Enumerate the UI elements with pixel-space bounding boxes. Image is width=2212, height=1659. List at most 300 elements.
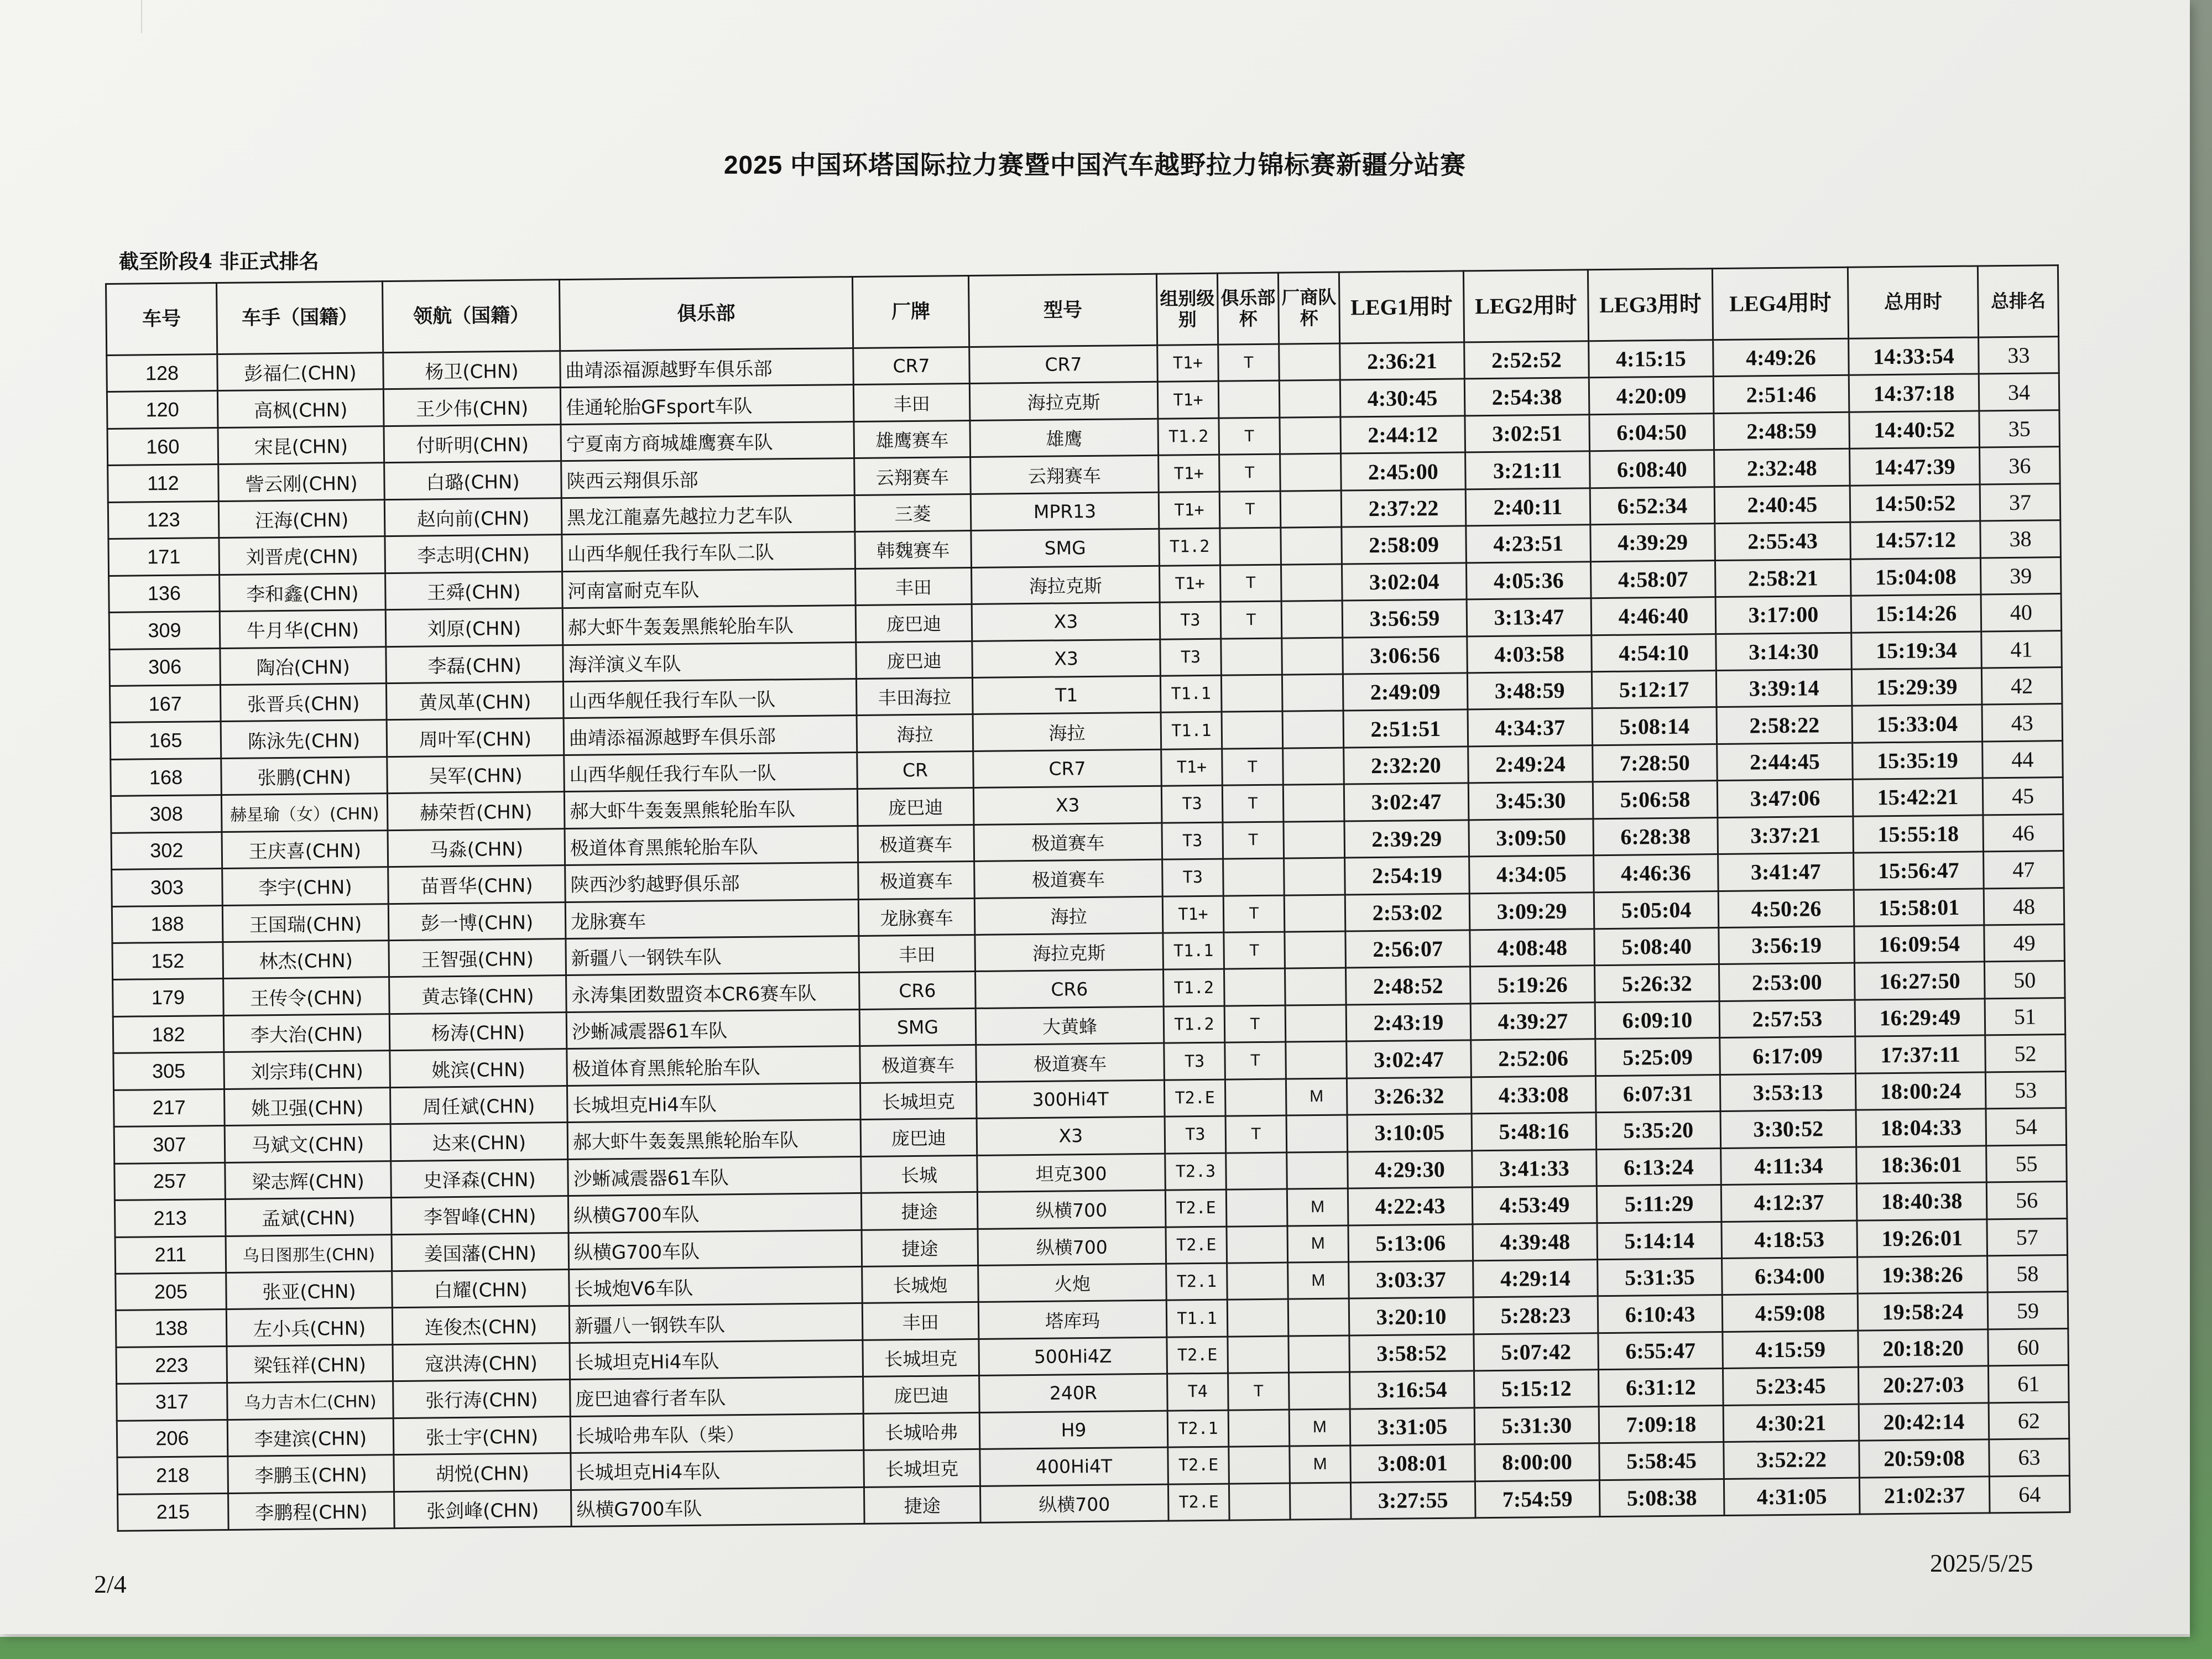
cell-club-cup: T bbox=[1224, 932, 1285, 969]
cell-total: 15:56:47 bbox=[1854, 852, 1984, 890]
cell-brand: 长城坦克 bbox=[860, 1082, 977, 1119]
cell-model: T1 bbox=[972, 676, 1161, 714]
cell-total: 20:59:08 bbox=[1859, 1439, 1990, 1478]
cell-leg4: 3:41:47 bbox=[1718, 853, 1854, 891]
cell-car-no: 123 bbox=[108, 501, 219, 539]
cell-brand: 雄鹰赛车 bbox=[854, 420, 971, 458]
cell-car-no: 317 bbox=[117, 1383, 228, 1421]
cell-model: 坦克300 bbox=[977, 1154, 1166, 1192]
cell-leg1: 3:16:54 bbox=[1350, 1371, 1475, 1409]
cell-rank: 41 bbox=[1981, 630, 2062, 668]
cell-total: 15:55:18 bbox=[1853, 815, 1984, 853]
cell-leg4: 2:53:00 bbox=[1719, 963, 1855, 1001]
cell-total: 15:33:04 bbox=[1852, 705, 1983, 743]
cell-leg2: 3:45:30 bbox=[1468, 782, 1593, 820]
cell-leg1: 2:51:51 bbox=[1343, 709, 1468, 748]
cell-car-no: 223 bbox=[116, 1346, 227, 1384]
cell-total: 15:04:08 bbox=[1850, 558, 1981, 596]
cell-brand: 韩魏赛车 bbox=[855, 531, 972, 568]
cell-club: 极道体育黑熊轮胎车队 bbox=[567, 1046, 860, 1086]
cell-model: 云翔赛车 bbox=[971, 456, 1159, 494]
cell-navigator: 寇洪涛(CHN) bbox=[393, 1343, 570, 1381]
cell-leg3: 6:07:31 bbox=[1595, 1074, 1720, 1113]
cell-navigator: 王舜(CHN) bbox=[385, 571, 563, 610]
cell-club-cup: T bbox=[1223, 822, 1284, 859]
cell-total: 18:40:38 bbox=[1856, 1182, 1987, 1220]
cell-leg4: 2:58:22 bbox=[1717, 706, 1853, 744]
cell-group: T1+ bbox=[1159, 492, 1220, 529]
cell-mfr-cup bbox=[1280, 453, 1342, 491]
cell-mfr-cup: M bbox=[1288, 1262, 1349, 1299]
cell-club-cup: T bbox=[1224, 1005, 1286, 1042]
cell-leg3: 5:35:20 bbox=[1596, 1112, 1721, 1150]
cell-club-cup bbox=[1224, 969, 1286, 1006]
cell-rank: 56 bbox=[1986, 1182, 2067, 1219]
cell-leg1: 2:32:20 bbox=[1344, 747, 1469, 785]
cell-navigator: 杨卫(CHN) bbox=[383, 351, 561, 390]
cell-car-no: 182 bbox=[113, 1015, 224, 1053]
cell-club: 极道体育黑熊轮胎车队 bbox=[565, 826, 858, 865]
cell-brand: 长城坦克 bbox=[863, 1339, 979, 1376]
cell-rank: 42 bbox=[1981, 667, 2062, 705]
cell-brand: 捷途 bbox=[864, 1486, 980, 1524]
header-rank: 总排名 bbox=[1978, 265, 2058, 337]
cell-group: T1.1 bbox=[1166, 1300, 1228, 1337]
cell-car-no: 215 bbox=[118, 1493, 229, 1531]
cell-leg3: 4:54:10 bbox=[1592, 634, 1717, 672]
cell-model: SMG bbox=[971, 529, 1160, 567]
cell-brand: 三菱 bbox=[854, 494, 971, 531]
cell-club: 沙蜥减震器61车队 bbox=[566, 1009, 860, 1049]
cell-club: 长城坦克Hi4车队 bbox=[570, 1340, 863, 1380]
cell-driver: 乌日图那生(CHN) bbox=[226, 1234, 392, 1272]
cell-mfr-cup bbox=[1284, 821, 1345, 858]
cell-driver: 李大治(CHN) bbox=[223, 1014, 390, 1052]
cell-driver: 乌力吉木仁(CHN) bbox=[227, 1381, 394, 1420]
cell-rank: 44 bbox=[1983, 740, 2063, 778]
cell-mfr-cup bbox=[1288, 1298, 1349, 1335]
cell-group: T3 bbox=[1162, 822, 1223, 859]
cell-rank: 57 bbox=[1987, 1218, 2068, 1256]
cell-club-cup bbox=[1225, 1079, 1286, 1116]
header-mfr-cup: 厂商队杯 bbox=[1278, 272, 1339, 344]
cell-leg2: 4:33:08 bbox=[1471, 1076, 1596, 1114]
cell-leg4: 4:49:26 bbox=[1713, 338, 1849, 377]
cell-model: 大黄蜂 bbox=[975, 1006, 1164, 1045]
cell-model: 240R bbox=[979, 1374, 1168, 1412]
cell-leg3: 5:31:35 bbox=[1598, 1258, 1723, 1296]
cell-mfr-cup bbox=[1283, 784, 1344, 821]
cell-mfr-cup bbox=[1285, 968, 1346, 1005]
cell-leg2: 5:28:23 bbox=[1473, 1296, 1598, 1334]
document-title: 2025 中国环塔国际拉力赛暨中国汽车越野拉力锦标赛新疆分站赛 bbox=[723, 150, 1467, 179]
cell-group: T1.1 bbox=[1163, 932, 1224, 969]
cell-leg1: 5:13:06 bbox=[1348, 1224, 1473, 1262]
cell-leg3: 4:46:40 bbox=[1591, 597, 1716, 635]
cell-brand: 长城坦克 bbox=[864, 1449, 980, 1487]
cell-total: 19:26:01 bbox=[1857, 1219, 1987, 1257]
cell-total: 14:40:52 bbox=[1849, 411, 1980, 449]
cell-leg2: 2:40:11 bbox=[1465, 488, 1590, 526]
cell-leg4: 4:15:59 bbox=[1723, 1331, 1859, 1369]
cell-brand: CR6 bbox=[859, 972, 976, 1009]
cell-leg3: 5:14:14 bbox=[1597, 1222, 1722, 1260]
cell-brand: 长城哈弗 bbox=[863, 1412, 980, 1450]
cell-leg1: 3:10:05 bbox=[1347, 1114, 1472, 1152]
cell-leg4: 2:57:53 bbox=[1719, 1000, 1855, 1038]
cell-leg1: 2:49:09 bbox=[1343, 673, 1468, 711]
cell-leg4: 4:11:34 bbox=[1721, 1147, 1857, 1185]
cell-club-cup bbox=[1226, 1152, 1287, 1190]
header-driver: 车手（国籍） bbox=[217, 281, 383, 354]
cell-model: 极道赛车 bbox=[974, 859, 1163, 898]
cell-leg3: 5:06:58 bbox=[1593, 781, 1718, 819]
cell-driver: 陈泳先(CHN) bbox=[221, 720, 387, 758]
cell-total: 14:57:12 bbox=[1850, 521, 1981, 559]
cell-leg3: 6:08:40 bbox=[1590, 450, 1715, 488]
cell-navigator: 付昕明(CHN) bbox=[384, 424, 561, 463]
cell-club: 长城哈弗车队（柴） bbox=[570, 1413, 864, 1453]
cell-navigator: 周叶军(CHN) bbox=[387, 718, 564, 757]
cell-leg3: 6:10:43 bbox=[1598, 1295, 1723, 1333]
cell-car-no: 128 bbox=[107, 354, 218, 392]
cell-rank: 34 bbox=[1979, 373, 2059, 411]
cell-club: 长城坦克Hi4车队 bbox=[567, 1083, 860, 1123]
print-date: 2025/5/25 bbox=[1930, 1549, 2033, 1577]
cell-leg1: 2:48:52 bbox=[1345, 967, 1470, 1005]
cell-leg1: 3:58:52 bbox=[1349, 1334, 1474, 1373]
cell-group: T1+ bbox=[1159, 455, 1220, 492]
cell-rank: 49 bbox=[1984, 925, 2065, 962]
cell-club: 永涛集团数盟资本CR6赛车队 bbox=[566, 973, 860, 1013]
cell-brand: 龙脉赛车 bbox=[858, 898, 975, 936]
cell-brand: 长城炮 bbox=[862, 1265, 979, 1303]
cell-rank: 46 bbox=[1983, 814, 2064, 852]
cell-leg2: 3:41:33 bbox=[1472, 1149, 1597, 1187]
cell-club: 宁夏南方商城雄鹰赛车队 bbox=[561, 421, 854, 461]
cell-navigator: 史泽森(CHN) bbox=[391, 1159, 568, 1198]
cell-model: 海拉克斯 bbox=[975, 933, 1164, 972]
cell-leg4: 4:59:08 bbox=[1722, 1294, 1858, 1332]
cell-model: X3 bbox=[977, 1117, 1165, 1155]
cell-rank: 48 bbox=[1984, 888, 2064, 925]
header-car-no: 车号 bbox=[106, 283, 217, 356]
cell-leg2: 5:07:42 bbox=[1474, 1333, 1599, 1371]
cell-group: T4 bbox=[1167, 1373, 1229, 1410]
cell-total: 18:00:24 bbox=[1855, 1072, 1986, 1110]
cell-group: T2.E bbox=[1167, 1337, 1228, 1374]
cell-leg3: 5:08:40 bbox=[1594, 928, 1719, 966]
cell-leg1: 3:26:32 bbox=[1347, 1077, 1472, 1115]
cell-model: 400Hi4T bbox=[980, 1447, 1168, 1486]
cell-leg1: 2:45:00 bbox=[1341, 452, 1466, 491]
cell-model: CR7 bbox=[969, 345, 1158, 384]
cell-rank: 45 bbox=[1983, 778, 2063, 815]
cell-rank: 58 bbox=[1987, 1255, 2068, 1292]
cell-mfr-cup: M bbox=[1286, 1078, 1347, 1115]
cell-group: T2.1 bbox=[1166, 1263, 1228, 1300]
cell-leg3: 5:08:38 bbox=[1599, 1479, 1724, 1517]
cell-model: MPR13 bbox=[971, 492, 1159, 531]
cell-rank: 35 bbox=[1979, 410, 2060, 447]
cell-total: 14:47:39 bbox=[1850, 447, 1980, 486]
cell-total: 15:42:21 bbox=[1853, 778, 1983, 816]
cell-total: 18:36:01 bbox=[1856, 1146, 1987, 1184]
cell-leg3: 6:28:38 bbox=[1593, 817, 1718, 855]
cell-total: 19:58:24 bbox=[1858, 1292, 1988, 1331]
cell-leg3: 5:11:29 bbox=[1597, 1185, 1721, 1223]
cell-leg2: 3:21:11 bbox=[1465, 451, 1590, 489]
cell-brand: 庞巴迪 bbox=[857, 788, 974, 826]
header-navigator: 领航（国籍） bbox=[382, 280, 560, 353]
cell-group: T2.E bbox=[1166, 1227, 1227, 1264]
cell-leg3: 5:08:14 bbox=[1592, 707, 1717, 745]
cell-navigator: 黄志锋(CHN) bbox=[389, 975, 567, 1014]
cell-group: T2.3 bbox=[1165, 1153, 1227, 1190]
cell-mfr-cup: M bbox=[1289, 1409, 1350, 1446]
cell-club: 陕西云翔俱乐部 bbox=[561, 458, 855, 498]
cell-club: 郝大虾牛轰轰黑熊轮胎车队 bbox=[564, 789, 858, 829]
cell-driver: 牛月华(CHN) bbox=[220, 610, 386, 648]
cell-leg2: 5:15:12 bbox=[1474, 1370, 1599, 1408]
cell-leg3: 5:26:32 bbox=[1594, 964, 1719, 1003]
cell-rank: 43 bbox=[1982, 704, 2063, 742]
cell-group: T3 bbox=[1162, 859, 1224, 896]
cell-total: 20:27:03 bbox=[1858, 1366, 1989, 1404]
cell-driver: 王庆喜(CHN) bbox=[222, 830, 388, 868]
cell-total: 14:33:54 bbox=[1849, 337, 1979, 375]
cell-leg2: 3:13:47 bbox=[1467, 598, 1592, 637]
cell-driver: 李建滨(CHN) bbox=[227, 1418, 394, 1456]
cell-club: 新疆八一钢铁车队 bbox=[569, 1303, 863, 1343]
cell-leg2: 2:49:24 bbox=[1468, 745, 1593, 784]
cell-navigator: 黄凤革(CHN) bbox=[386, 682, 564, 721]
cell-driver: 陶冶(CHN) bbox=[220, 646, 387, 685]
cell-club-cup bbox=[1221, 675, 1282, 712]
cell-mfr-cup bbox=[1279, 380, 1340, 418]
cell-leg4: 3:47:06 bbox=[1717, 779, 1853, 817]
cell-club-cup bbox=[1220, 528, 1281, 565]
cell-club: 沙蜥减震器61车队 bbox=[568, 1156, 862, 1196]
cell-club-cup bbox=[1222, 711, 1283, 748]
cell-driver: 张鹏(CHN) bbox=[221, 757, 388, 795]
cell-driver: 訾云刚(CHN) bbox=[218, 463, 385, 501]
cell-club-cup bbox=[1226, 1189, 1287, 1226]
cell-total: 17:37:11 bbox=[1855, 1035, 1986, 1073]
header-model: 型号 bbox=[968, 274, 1157, 347]
cell-group: T1+ bbox=[1161, 749, 1223, 786]
cell-car-no: 206 bbox=[117, 1420, 228, 1457]
page-number: 2/4 bbox=[94, 1570, 127, 1598]
cell-mfr-cup bbox=[1281, 527, 1342, 564]
cell-model: 火炮 bbox=[978, 1264, 1167, 1302]
cell-group: T1.2 bbox=[1164, 969, 1225, 1006]
cell-total: 15:14:26 bbox=[1851, 594, 1981, 633]
cell-total: 15:19:34 bbox=[1851, 631, 1982, 669]
cell-group: T1.2 bbox=[1164, 1006, 1225, 1043]
cell-total: 20:18:20 bbox=[1858, 1329, 1989, 1368]
cell-driver: 汪海(CHN) bbox=[218, 499, 385, 538]
cell-car-no: 160 bbox=[107, 427, 218, 465]
cell-navigator: 姚滨(CHN) bbox=[390, 1049, 567, 1088]
cell-car-no: 302 bbox=[111, 832, 222, 869]
cell-leg4: 4:30:21 bbox=[1723, 1404, 1859, 1442]
cell-leg1: 3:31:05 bbox=[1350, 1408, 1475, 1446]
cell-model: 纵横700 bbox=[980, 1484, 1168, 1523]
cell-leg4: 2:51:46 bbox=[1713, 375, 1849, 414]
cell-leg1: 2:39:29 bbox=[1344, 820, 1469, 858]
cell-navigator: 李志明(CHN) bbox=[385, 535, 562, 573]
cell-leg3: 5:05:04 bbox=[1594, 891, 1719, 929]
cell-leg1: 2:58:09 bbox=[1342, 526, 1467, 564]
cell-model: 海拉 bbox=[974, 896, 1163, 935]
cell-car-no: 167 bbox=[109, 685, 221, 722]
cell-leg1: 3:27:55 bbox=[1350, 1481, 1475, 1519]
cell-navigator: 马淼(CHN) bbox=[388, 828, 565, 867]
cell-club: 郝大虾牛轰轰黑熊轮胎车队 bbox=[562, 606, 856, 645]
cell-rank: 59 bbox=[1987, 1292, 2068, 1329]
cell-driver: 高枫(CHN) bbox=[217, 389, 384, 427]
cell-rank: 63 bbox=[1989, 1439, 2070, 1477]
cell-brand: 丰田 bbox=[862, 1302, 979, 1340]
cell-club-cup: T bbox=[1219, 491, 1281, 528]
cell-mfr-cup bbox=[1280, 417, 1341, 454]
cell-mfr-cup: M bbox=[1287, 1188, 1348, 1225]
cell-car-no: 112 bbox=[108, 465, 219, 502]
header-group: 组别级别 bbox=[1156, 273, 1218, 345]
cell-leg3: 6:31:12 bbox=[1598, 1369, 1723, 1407]
cell-total: 16:29:49 bbox=[1855, 999, 1985, 1037]
cell-rank: 37 bbox=[1980, 483, 2060, 521]
cell-group: T3 bbox=[1165, 1116, 1226, 1153]
cell-club: 山西华舰任我行车队一队 bbox=[564, 752, 858, 792]
cell-leg1: 2:43:19 bbox=[1346, 1004, 1471, 1042]
cell-leg1: 2:56:07 bbox=[1345, 930, 1470, 968]
cell-leg2: 4:34:05 bbox=[1469, 855, 1594, 894]
cell-group: T3 bbox=[1161, 785, 1223, 822]
cell-navigator: 王智强(CHN) bbox=[389, 939, 566, 978]
cell-leg4: 2:55:43 bbox=[1715, 522, 1851, 560]
cell-leg3: 7:09:18 bbox=[1599, 1405, 1724, 1443]
cell-leg2: 2:52:52 bbox=[1464, 341, 1589, 379]
cell-car-no: 171 bbox=[108, 538, 220, 576]
cell-driver: 李鹏程(CHN) bbox=[228, 1491, 395, 1530]
cell-club-cup bbox=[1228, 1336, 1289, 1373]
cell-navigator: 张士宇(CHN) bbox=[393, 1416, 571, 1455]
cell-car-no: 213 bbox=[114, 1199, 226, 1237]
cell-leg4: 3:52:22 bbox=[1724, 1441, 1860, 1479]
cell-navigator: 杨涛(CHN) bbox=[389, 1012, 567, 1051]
cell-car-no: 306 bbox=[109, 648, 221, 686]
cell-total: 15:29:39 bbox=[1851, 668, 1982, 706]
cell-group: T1.1 bbox=[1161, 712, 1222, 749]
cell-leg2: 4:34:37 bbox=[1468, 708, 1593, 747]
cell-leg2: 2:52:06 bbox=[1471, 1039, 1596, 1077]
cell-rank: 40 bbox=[1981, 594, 2062, 632]
cell-brand: 丰田 bbox=[853, 384, 970, 421]
cell-club: 海洋演义车队 bbox=[563, 642, 857, 682]
cell-rank: 64 bbox=[1989, 1475, 2070, 1513]
cell-brand: 庞巴迪 bbox=[863, 1376, 980, 1413]
cell-mfr-cup bbox=[1285, 931, 1346, 968]
cell-club: 长城坦克Hi4车队 bbox=[571, 1451, 864, 1490]
cell-leg3: 4:20:09 bbox=[1589, 377, 1714, 415]
cell-mfr-cup bbox=[1284, 858, 1345, 895]
header-total: 总用时 bbox=[1848, 266, 1978, 338]
cell-group: T1.2 bbox=[1159, 528, 1220, 565]
cell-navigator: 赵向前(CHN) bbox=[384, 498, 562, 536]
cell-car-no: 136 bbox=[109, 575, 220, 612]
cell-driver: 刘晋虎(CHN) bbox=[219, 536, 385, 575]
cell-mfr-cup bbox=[1281, 564, 1342, 601]
cell-rank: 62 bbox=[1989, 1402, 2069, 1439]
cell-leg4: 2:32:48 bbox=[1714, 449, 1850, 487]
cell-brand: 云翔赛车 bbox=[854, 457, 971, 495]
document-subtitle: 截至阶段4 非正式排名 bbox=[119, 250, 319, 273]
cell-driver: 孟斌(CHN) bbox=[225, 1198, 392, 1236]
cell-club: 河南富耐克车队 bbox=[562, 568, 856, 608]
cell-leg4: 3:39:14 bbox=[1716, 669, 1852, 707]
cell-club-cup bbox=[1221, 638, 1282, 675]
cell-club-cup: T bbox=[1225, 1115, 1287, 1152]
cell-navigator: 达来(CHN) bbox=[390, 1123, 568, 1161]
cell-club: 新疆八一钢铁车队 bbox=[566, 936, 859, 975]
cell-brand: 捷途 bbox=[862, 1229, 978, 1266]
cell-car-no: 179 bbox=[113, 979, 224, 1016]
cell-group: T1+ bbox=[1159, 565, 1220, 602]
cell-driver: 姚卫强(CHN) bbox=[224, 1087, 390, 1125]
cell-driver: 梁志辉(CHN) bbox=[225, 1161, 392, 1199]
cell-leg2: 8:00:00 bbox=[1475, 1443, 1600, 1481]
cell-car-no: 120 bbox=[107, 391, 218, 429]
cell-driver: 赫星瑜（女）(CHN) bbox=[221, 794, 388, 832]
cell-car-no: 152 bbox=[112, 942, 223, 980]
cell-mfr-cup bbox=[1286, 1041, 1347, 1078]
cell-driver: 马斌文(CHN) bbox=[225, 1124, 391, 1162]
cell-model: X3 bbox=[972, 602, 1160, 641]
cell-car-no: 205 bbox=[116, 1272, 227, 1310]
cell-model: 塔库玛 bbox=[978, 1301, 1167, 1339]
cell-leg2: 4:39:27 bbox=[1470, 1003, 1595, 1041]
cell-brand: 海拉 bbox=[857, 714, 973, 752]
cell-leg4: 4:50:26 bbox=[1718, 890, 1854, 928]
cell-mfr-cup bbox=[1283, 748, 1344, 785]
cell-leg2: 4:08:48 bbox=[1470, 929, 1595, 967]
cell-leg3: 7:28:50 bbox=[1593, 744, 1718, 782]
cell-group: T2.E bbox=[1168, 1447, 1229, 1484]
cell-leg2: 4:29:14 bbox=[1473, 1260, 1598, 1298]
cell-leg3: 6:04:50 bbox=[1589, 413, 1714, 451]
cell-mfr-cup bbox=[1288, 1335, 1350, 1373]
cell-brand: 丰田 bbox=[855, 567, 972, 605]
cell-mfr-cup bbox=[1279, 343, 1340, 380]
cell-group: T2.E bbox=[1168, 1484, 1229, 1521]
cell-leg1: 3:02:47 bbox=[1344, 783, 1469, 821]
cell-club-cup: T bbox=[1219, 418, 1280, 455]
cell-leg3: 5:12:17 bbox=[1592, 671, 1717, 709]
cell-leg2: 7:54:59 bbox=[1475, 1480, 1600, 1518]
cell-club: 长城炮V6车队 bbox=[569, 1266, 863, 1306]
cell-leg4: 3:37:21 bbox=[1718, 816, 1854, 854]
cell-navigator: 张行涛(CHN) bbox=[393, 1380, 571, 1418]
cell-mfr-cup bbox=[1286, 1115, 1348, 1152]
cell-model: CR7 bbox=[973, 749, 1162, 788]
cell-rank: 51 bbox=[1985, 998, 2065, 1035]
cell-club: 纵横G700车队 bbox=[568, 1193, 862, 1233]
cell-leg2: 4:23:51 bbox=[1466, 525, 1591, 563]
cell-group: T2.E bbox=[1165, 1190, 1227, 1227]
cell-model: 极道赛车 bbox=[974, 823, 1162, 862]
